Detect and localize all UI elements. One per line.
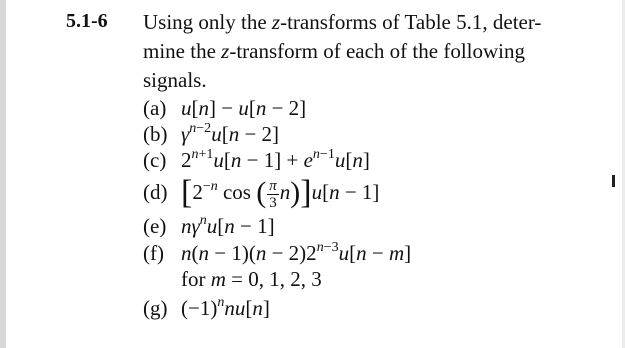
problem-number: 5.1-6 <box>66 10 108 32</box>
statement-line-3: signals. <box>143 68 207 92</box>
item-b-expression: $\gamma^{n-2}u[n - 2]$ <box>181 121 280 146</box>
item-f <box>143 240 411 266</box>
item-e <box>143 213 275 239</box>
item-g-label: (g) <box>143 296 168 320</box>
item-a <box>143 95 306 121</box>
statement-line-1: Using only the z-transforms of Table 5.1, deter- <box>143 10 542 34</box>
item-e-label: (e) <box>143 214 167 238</box>
item-d <box>143 175 379 211</box>
item-b-label: (b) <box>143 122 168 146</box>
pi-over-3-fraction: $\frac{\pi}{3}$ <box>269 177 277 211</box>
item-c-expression: $2^{n+1}u[n - 1] + e^{n-1}u[n]$ <box>181 147 370 172</box>
item-a-label: (a) <box>143 96 167 120</box>
item-c-label: (c) <box>143 148 167 172</box>
item-f-label: (f) <box>143 241 164 265</box>
item-g-expression: $(-1)^nnu[n]$ <box>181 295 270 320</box>
item-f-expression: $n(n - 1)(n - 2)2^{n-3}u[n - m]$ <box>181 240 412 265</box>
item-g <box>143 295 270 321</box>
item-b <box>143 121 279 147</box>
item-c <box>143 147 370 173</box>
item-f-condition: for m = 0, 1, 2, 3 <box>181 267 322 291</box>
edge-mark <box>612 175 615 187</box>
item-d-expression: [$2^{-n}$ cos ( $\frac{\pi}{3}$ n)]u[n − 1] <box>181 174 380 211</box>
item-d-label: (d) <box>143 180 168 204</box>
page-left-edge <box>0 0 6 348</box>
item-e-expression: $n\gamma^nu[n - 1]$ <box>181 213 275 238</box>
statement-line-2: mine the z-transform of each of the following <box>143 39 525 63</box>
item-a-expression: u[n] − u[n − 2] <box>181 96 307 120</box>
